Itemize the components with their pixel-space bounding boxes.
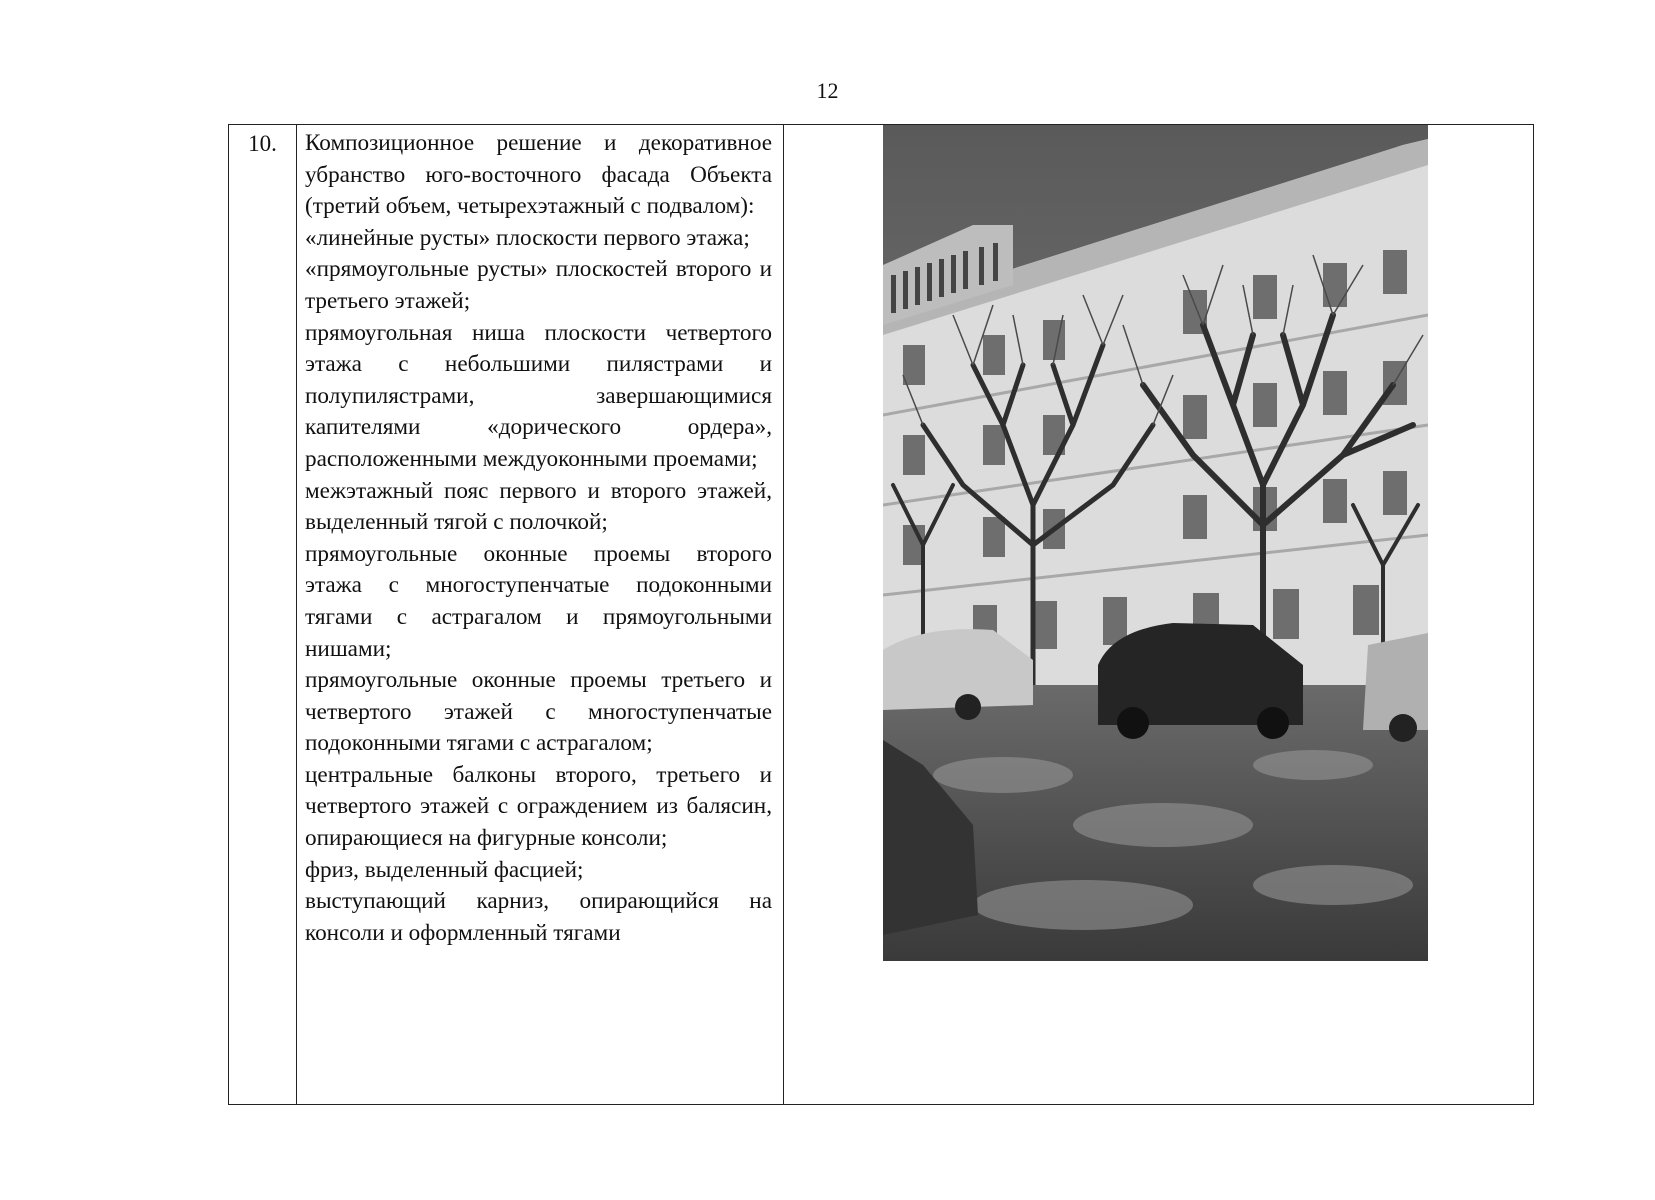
photo-cell	[784, 125, 1533, 1104]
description-paragraph: центральные балконы второго, третьего и четвертого этажей с ограждением из балясин, опирающиеся на фигурные консоли;	[305, 761, 772, 852]
description-paragraph: «прямоугольные русты» плоскостей второго и третьего этажей;	[305, 256, 772, 314]
description-paragraph: фриз, выделенный фасцией;	[305, 856, 584, 883]
description-paragraph: «линейные русты» плоскости первого этажа;	[305, 224, 750, 251]
row-number-cell: 10.	[229, 125, 297, 1104]
description-paragraph: выступающий карниз, опирающийся на консоли и оформленный тягами	[305, 888, 772, 946]
description-paragraph: Композиционное решение и декоративное убранство юго-восточного фасада Объекта (третий объем, четырехэтажный с подвалом):	[305, 130, 772, 220]
page-number: 12	[816, 78, 839, 103]
facade-photo	[883, 125, 1428, 961]
description-paragraph: прямоугольные оконные проемы второго этажа с многоступенчатые подоконными тягами с астрагалом и прямоугольными нишами;	[305, 540, 772, 662]
description-cell	[297, 125, 784, 1104]
description-paragraph: межэтажный пояс первого и второго этажей, выделенный тягой с полочкой;	[305, 477, 772, 536]
document-table	[228, 124, 1534, 1105]
description-paragraph: прямоугольная ниша плоскости четвертого этажа с небольшими пилястрами и полупилястрами, завершающимися капителями «дорического ордера», расположенными междуоконными проемами;	[305, 319, 772, 472]
description-paragraph: прямоугольные оконные проемы третьего и четвертого этажей с многоступенчатые подоконными тягами с астрагалом;	[305, 667, 772, 757]
